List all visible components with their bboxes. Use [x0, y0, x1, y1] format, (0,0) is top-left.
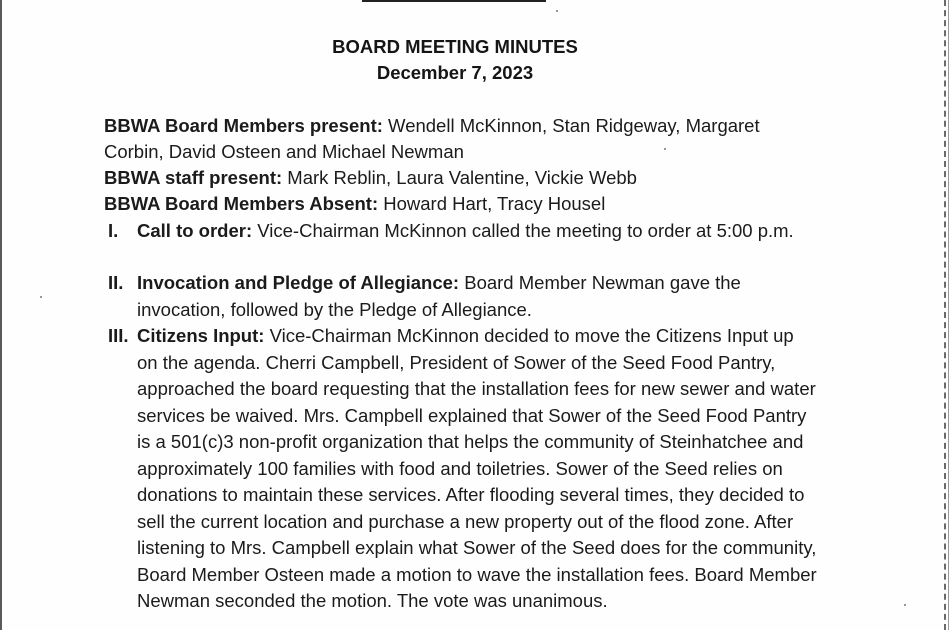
staff-present-line	[104, 165, 637, 191]
members-absent-names: Howard Hart, Tracy Housel	[378, 193, 606, 214]
scan-speck	[40, 296, 42, 298]
staff-present-label: BBWA staff present:	[104, 167, 283, 188]
page-right-border	[948, 0, 949, 630]
item-numeral: I.	[108, 220, 119, 241]
document-title: BOARD MEETING MINUTES	[332, 36, 578, 57]
item-numeral: III.	[108, 325, 129, 346]
scan-speck	[664, 148, 666, 150]
item-invocation	[137, 270, 777, 323]
members-absent-label: BBWA Board Members Absent:	[104, 193, 379, 214]
cut-off-underline	[362, 0, 546, 2]
scan-speck	[556, 10, 558, 12]
item-text: Vice-Chairman McKinnon called the meeting to order at 5:00 p.m.	[252, 220, 794, 241]
meeting-date: December 7, 2023	[376, 62, 534, 83]
scan-speck	[904, 604, 906, 606]
members-absent-line	[104, 191, 605, 217]
members-present-names: Wendell McKinnon, Stan Ridgeway, Margaret	[382, 115, 760, 136]
members-present-label: BBWA Board Members present:	[104, 115, 383, 136]
staff-present-names: Mark Reblin, Laura Valentine, Vickie Webb	[282, 167, 637, 188]
item-heading: Invocation and Pledge of Allegiance:	[137, 272, 460, 293]
item-text: Board Member Newman gave the invocation, followed by the Pledge of Allegiance.	[137, 272, 741, 320]
item-citizens-input	[137, 323, 817, 615]
members-present-line	[104, 113, 760, 139]
item-heading: Call to order:	[137, 220, 253, 241]
item-text: Vice-Chairman McKinnon decided to move the Citizens Input up on the agenda. Cherri Campbell, President of Sower of the Seed Food Pantry, approached the board requesting that the installation fees for new sewer and water services be waived. Mrs. Campbell explained that Sower of the Seed Food Pantry is a 501(c)3 non-profit organization that helps the community of Steinhatchee and approximately 100 families with food and toiletries. Sower of the Seed relies on donations to maintain these services. After flooding several times, they decided to sell the current location and purchase a new property out of the flood zone. After listening to Mrs. Campbell explain what Sower of the Seed does for the community, Board Member Osteen made a motion to wave the installation fees. Board Member Newman seconded the motion. The vote was unanimous.	[137, 325, 817, 611]
members-present-continued: Corbin, David Osteen and Michael Newman	[104, 141, 464, 162]
item-call-to-order	[137, 218, 797, 245]
item-numeral: II.	[108, 272, 124, 293]
page-left-edge	[0, 0, 2, 630]
item-heading: Citizens Input:	[137, 325, 265, 346]
page-right-edge	[944, 0, 946, 630]
